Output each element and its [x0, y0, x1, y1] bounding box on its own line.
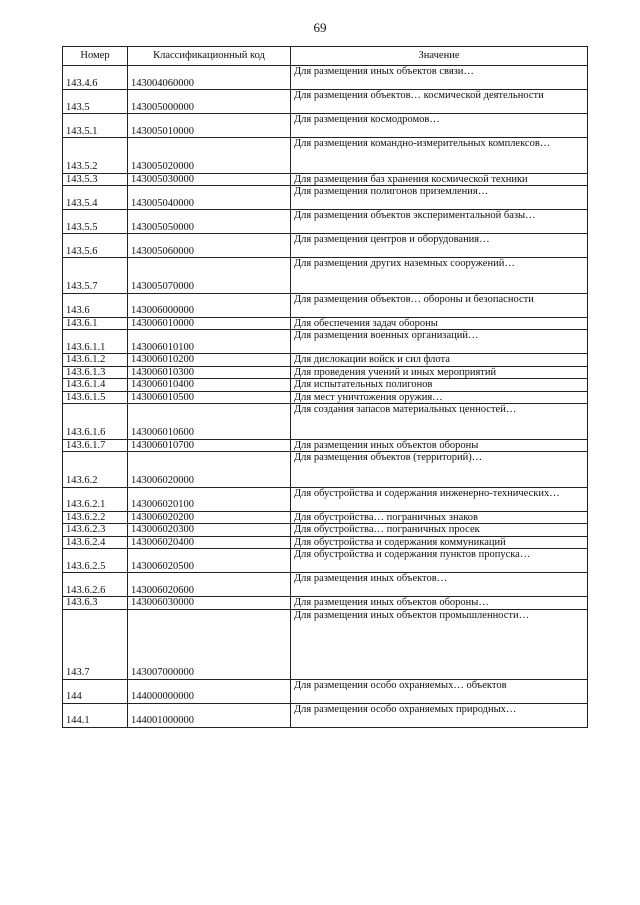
row-value: Для размещения других наземных сооружений…: [291, 258, 588, 294]
row-value: Для размещения иных объектов обороны: [291, 439, 588, 452]
classification-table: [62, 46, 588, 728]
row-value: Для мест уничтожения оружия…: [291, 391, 588, 404]
table-row: [63, 573, 588, 597]
table-row: [63, 330, 588, 354]
table-row: [63, 90, 588, 114]
row-value: Для размещения объектов (территорий)…: [291, 452, 588, 488]
row-number: 143.6.1.6: [63, 404, 128, 440]
row-number: 143.6.1.7: [63, 439, 128, 452]
row-number: 143.6.3: [63, 597, 128, 610]
row-code: 143005030000: [128, 173, 291, 186]
row-code: 143006020600: [128, 573, 291, 597]
row-value: Для размещения объектов экспериментальной базы…: [291, 210, 588, 234]
row-code: 143006020000: [128, 452, 291, 488]
row-number: 143.6.1.3: [63, 366, 128, 379]
row-value: Для создания запасов материальных ценностей…: [291, 404, 588, 440]
table-row: [63, 354, 588, 367]
row-code: 143005010000: [128, 114, 291, 138]
header-code: Классификационный код: [128, 47, 291, 66]
row-value: Для размещения иных объектов обороны…: [291, 597, 588, 610]
table-row: [63, 66, 588, 90]
table-row: [63, 404, 588, 440]
row-code: 143006010300: [128, 366, 291, 379]
row-code: 143006020300: [128, 524, 291, 537]
row-number: 143.6.2.5: [63, 549, 128, 573]
table-row: [63, 317, 588, 330]
row-value: Для размещения объектов… обороны и безопасности: [291, 293, 588, 317]
row-value: Для проведения учений и иных мероприятий: [291, 366, 588, 379]
table-row: [63, 258, 588, 294]
row-number: 144.1: [63, 703, 128, 727]
row-number: 143.6.2.2: [63, 511, 128, 524]
row-number: 143.6.1: [63, 317, 128, 330]
row-value: Для обустройства и содержания пунктов пропуска…: [291, 549, 588, 573]
table-row: [63, 511, 588, 524]
row-value: Для размещения особо охраняемых… объектов: [291, 679, 588, 703]
row-number: 143.6.2.3: [63, 524, 128, 537]
row-code: 143005060000: [128, 234, 291, 258]
row-number: 143.4.6: [63, 66, 128, 90]
table-row: [63, 679, 588, 703]
row-value: Для размещения иных объектов…: [291, 573, 588, 597]
row-code: 143006020200: [128, 511, 291, 524]
row-value: Для обустройства… пограничных знаков: [291, 511, 588, 524]
header-value: Значение: [291, 47, 588, 66]
row-value: Для размещения военных организаций…: [291, 330, 588, 354]
row-number: 143.5.2: [63, 138, 128, 174]
row-number: 143.6.1.4: [63, 379, 128, 392]
row-number: 143.5.1: [63, 114, 128, 138]
row-code: 143005050000: [128, 210, 291, 234]
row-number: 144: [63, 679, 128, 703]
table-row: [63, 391, 588, 404]
row-value: Для дислокации войск и сил флота: [291, 354, 588, 367]
row-number: 143.6.1.2: [63, 354, 128, 367]
row-code: 143006010000: [128, 317, 291, 330]
row-value: Для размещения центров и оборудования…: [291, 234, 588, 258]
row-code: 143006030000: [128, 597, 291, 610]
row-value: Для размещения космодромов…: [291, 114, 588, 138]
row-number: 143.5.5: [63, 210, 128, 234]
table-row: [63, 366, 588, 379]
table-row: [63, 452, 588, 488]
row-code: 143007000000: [128, 609, 291, 679]
row-code: 143006010200: [128, 354, 291, 367]
row-code: 143006010700: [128, 439, 291, 452]
table-row: [63, 234, 588, 258]
row-value: Для размещения полигонов приземления…: [291, 186, 588, 210]
table-row: [63, 487, 588, 511]
row-code: 143006010400: [128, 379, 291, 392]
row-value: Для размещения баз хранения космической техники: [291, 173, 588, 186]
row-value: Для испытательных полигонов: [291, 379, 588, 392]
row-number: 143.6.2: [63, 452, 128, 488]
row-number: 143.5.4: [63, 186, 128, 210]
row-number: 143.6.1.5: [63, 391, 128, 404]
row-code: 143006020400: [128, 536, 291, 549]
row-code: 143005070000: [128, 258, 291, 294]
table-row: [63, 439, 588, 452]
table-row: [63, 703, 588, 727]
row-value: Для размещения иных объектов связи…: [291, 66, 588, 90]
row-code: 144001000000: [128, 703, 291, 727]
table-header-row: [63, 47, 588, 66]
row-number: 143.6.1.1: [63, 330, 128, 354]
row-value: Для размещения иных объектов промышленности…: [291, 609, 588, 679]
table-row: [63, 379, 588, 392]
table-row: [63, 293, 588, 317]
row-number: 143.6: [63, 293, 128, 317]
table-row: [63, 524, 588, 537]
row-value: Для обустройства и содержания коммуникаций: [291, 536, 588, 549]
table-row: [63, 210, 588, 234]
row-value: Для размещения объектов… космической деятельности: [291, 90, 588, 114]
table-row: [63, 173, 588, 186]
table-row: [63, 138, 588, 174]
row-value: Для размещения командно-измерительных комплексов…: [291, 138, 588, 174]
row-number: 143.7: [63, 609, 128, 679]
row-value: Для обустройства и содержания инженерно-технических…: [291, 487, 588, 511]
row-code: 143006000000: [128, 293, 291, 317]
row-number: 143.5.6: [63, 234, 128, 258]
row-number: 143.6.2.4: [63, 536, 128, 549]
row-value: Для обеспечения задач обороны: [291, 317, 588, 330]
table-row: [63, 536, 588, 549]
row-code: 143006010100: [128, 330, 291, 354]
row-code: 143004060000: [128, 66, 291, 90]
row-number: 143.6.2.1: [63, 487, 128, 511]
table-body: [63, 66, 588, 728]
table-row: [63, 597, 588, 610]
row-code: 143006010600: [128, 404, 291, 440]
row-code: 143006010500: [128, 391, 291, 404]
page-number: 69: [313, 20, 327, 35]
header-number: Номер: [63, 47, 128, 66]
table-row: [63, 186, 588, 210]
row-number: 143.5.7: [63, 258, 128, 294]
row-number: 143.6.2.6: [63, 573, 128, 597]
row-code: 144000000000: [128, 679, 291, 703]
row-code: 143005000000: [128, 90, 291, 114]
table-row: [63, 114, 588, 138]
row-number: 143.5: [63, 90, 128, 114]
row-code: 143006020500: [128, 549, 291, 573]
row-code: 143005040000: [128, 186, 291, 210]
row-number: 143.5.3: [63, 173, 128, 186]
table-row: [63, 609, 588, 679]
row-value: Для размещения особо охраняемых природных…: [291, 703, 588, 727]
row-code: 143006020100: [128, 487, 291, 511]
table-row: [63, 549, 588, 573]
row-value: Для обустройства… пограничных просек: [291, 524, 588, 537]
row-code: 143005020000: [128, 138, 291, 174]
